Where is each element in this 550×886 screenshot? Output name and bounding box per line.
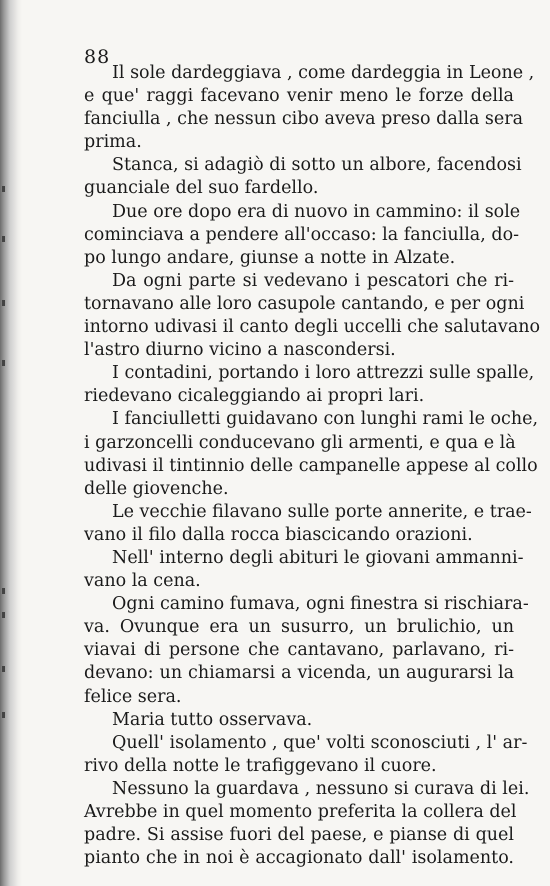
text-line: guanciale del suo fardello.: [84, 178, 319, 199]
text-line: Quell' isolamento , que' volti sconosciuti , l' ar-: [112, 732, 528, 753]
edge-speck: [2, 712, 5, 718]
text-line: l'astro diurno vicino a nascondersi.: [84, 340, 396, 361]
text-line: Il sole dardeggiava , come dardeggia in Leone ,: [112, 63, 535, 83]
page-edge-shadow: [0, 0, 22, 886]
text-line: Da ogni parte si vedevano i pescatori che ri-: [112, 270, 514, 291]
edge-speck: [2, 300, 5, 306]
edge-speck: [2, 666, 5, 672]
edge-speck: [2, 588, 5, 594]
text-line: Le vecchie filavano sulle porte annerite, e trae-: [112, 501, 532, 522]
text-line: e que' raggi facevano venir meno le forze della: [84, 86, 514, 107]
text-line: Nessuno la guardava , nessuno si curava di lei.: [112, 778, 530, 799]
text-line: Nell' interno degli abituri le giovani ammanni-: [112, 547, 524, 568]
text-line: vano il filo dalla rocca biascicando orazioni.: [84, 524, 473, 545]
edge-speck: [2, 612, 5, 618]
text-line: Maria tutto osservava.: [112, 709, 313, 730]
text-line: fanciulla , che nessun cibo aveva preso dalla sera: [84, 109, 524, 130]
text-line: i garzoncelli conducevano gli armenti, e qua e là: [84, 432, 516, 453]
text-line: prima.: [84, 132, 142, 153]
body-text: [84, 62, 541, 870]
text-line: tornavano alle loro casupole cantando, e per ogni: [84, 293, 525, 314]
text-line: cominciava a pendere all'occaso: la fanciulla, do-: [84, 224, 520, 245]
text-line: riedevano cicaleggiando ai propri lari.: [84, 386, 425, 407]
text-line: I fanciulletti guidavano con lunghi rami le oche,: [112, 409, 539, 430]
edge-speck: [2, 186, 5, 192]
text-line: Due ore dopo era di nuovo in cammino: il sole: [112, 201, 521, 222]
text-line: intorno udivasi il canto degli uccelli che salutavano: [84, 317, 541, 338]
text-line: va. Ovunque era un susurro, un brulichio, un: [84, 617, 514, 638]
text-line: viavai di persone che cantavano, parlavano, ri-: [84, 640, 514, 661]
text-line: Avrebbe in quel momento preferita la collera del: [84, 802, 517, 822]
text-line: po lungo andare, giunse a notte in Alzate.: [84, 247, 456, 268]
text-line: vano la cena.: [84, 571, 201, 592]
text-line: udivasi il tintinnio delle campanelle appese al collo: [84, 455, 538, 476]
edge-speck: [2, 360, 5, 366]
edge-speck: [2, 236, 5, 242]
text-line: felice sera.: [84, 686, 182, 707]
text-line: padre. Si assise fuori del paese, e pianse di quel: [84, 825, 514, 846]
text-line: I contadini, portando i loro attrezzi sulle spalle,: [112, 363, 535, 384]
text-line: delle giovenche.: [84, 478, 229, 499]
text-line: rivo della notte le trafiggevano il cuore.: [84, 755, 437, 776]
text-line: pianto che in noi è accagionato dall' isolamento.: [84, 848, 514, 869]
page-number: 88: [84, 46, 111, 68]
text-line: Ogni camino fumava, ogni finestra si rischiara-: [112, 594, 529, 615]
text-line: Stanca, si adagiò di sotto un albore, facendosi: [112, 155, 522, 176]
text-line: devano: un chiamarsi a vicenda, un augurarsi la: [84, 663, 514, 684]
